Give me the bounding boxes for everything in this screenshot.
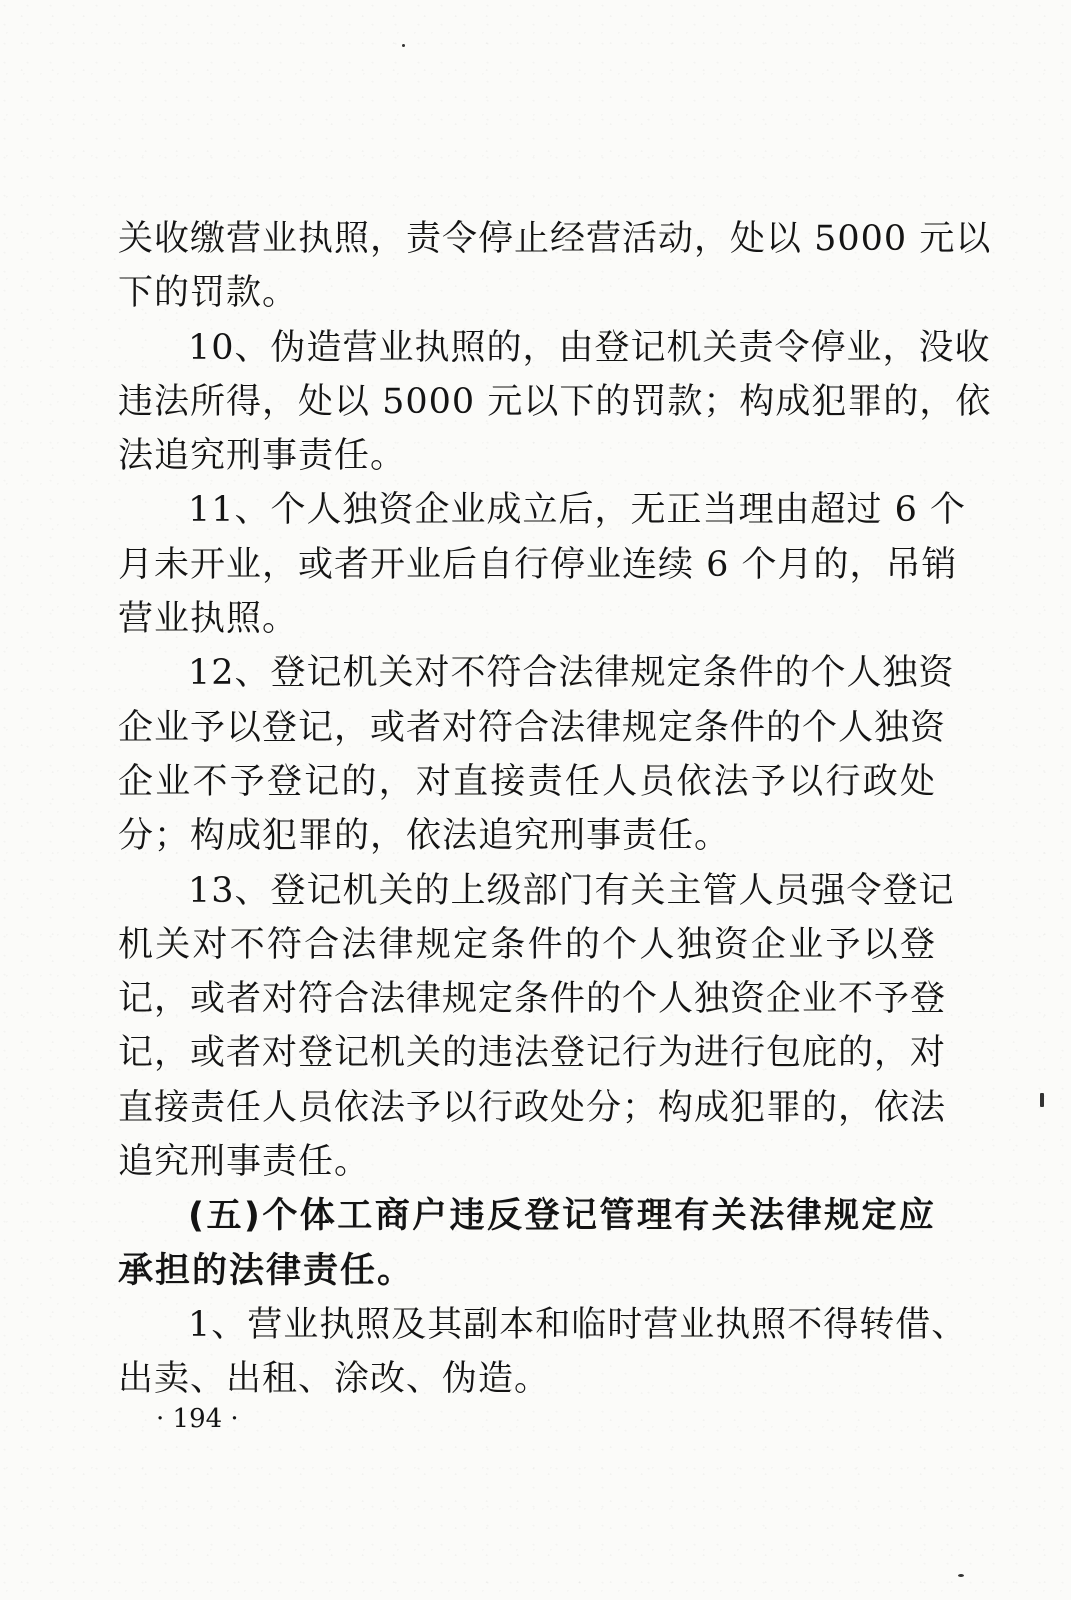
paragraph-start-11: 11、个人独资企业成立后，无正当理由超过 6 个 xyxy=(188,490,967,531)
scan-speck xyxy=(958,1574,964,1577)
scan-speck xyxy=(402,44,405,47)
text-line: 记，或者对登记机关的违法登记行为进行包庇的，对 xyxy=(118,1033,947,1074)
paragraph-start-12: 12、登记机关对不符合法律规定条件的个人独资 xyxy=(188,653,955,694)
page-number: · 194 · xyxy=(156,1404,239,1434)
text-line: 记，或者对符合法律规定条件的个人独资企业不予登 xyxy=(118,979,947,1020)
text-line: 月未开业，或者开业后自行停业连续 6 个月的，吊销 xyxy=(118,544,958,585)
text-line: 出卖、出租、涂改、伪造。 xyxy=(118,1359,551,1400)
scan-speck xyxy=(1040,1093,1044,1107)
paragraph-start-1: 1、营业执照及其副本和临时营业执照不得转借、 xyxy=(188,1304,968,1345)
text-line: 营业执照。 xyxy=(118,599,299,640)
paragraph-start-13: 13、登记机关的上级部门有关主管人员强令登记 xyxy=(188,870,955,911)
paragraph-start-10: 10、伪造营业执照的，由登记机关责令停业，没收 xyxy=(188,327,991,368)
body-text xyxy=(118,212,992,1407)
text-line: 违法所得，处以 5000 元以下的罚款；构成犯罪的，依 xyxy=(118,381,992,422)
text-line: 企业予以登记，或者对符合法律规定条件的个人独资 xyxy=(118,707,947,748)
text-line: 下的罚款。 xyxy=(118,273,299,314)
text-line: 企业不予登记的，对直接责任人员依法予以行政处 xyxy=(118,761,936,802)
section-heading: (五)个体工商户违反登记管理有关法律规定应 xyxy=(188,1196,936,1237)
text-line: 追究刑事责任。 xyxy=(118,1142,371,1183)
text-line: 分；构成犯罪的，依法追究刑事责任。 xyxy=(118,816,731,857)
text-line: 直接责任人员依法予以行政处分；构成犯罪的，依法 xyxy=(118,1087,947,1128)
text-line: 法追究刑事责任。 xyxy=(118,436,407,477)
section-heading-continued: 承担的法律责任。 xyxy=(118,1250,415,1291)
text-line: 关收缴营业执照，责令停止经营活动，处以 5000 元以 xyxy=(118,219,992,259)
text-line: 机关对不符合法律规定条件的个人独资企业予以登 xyxy=(118,924,936,965)
